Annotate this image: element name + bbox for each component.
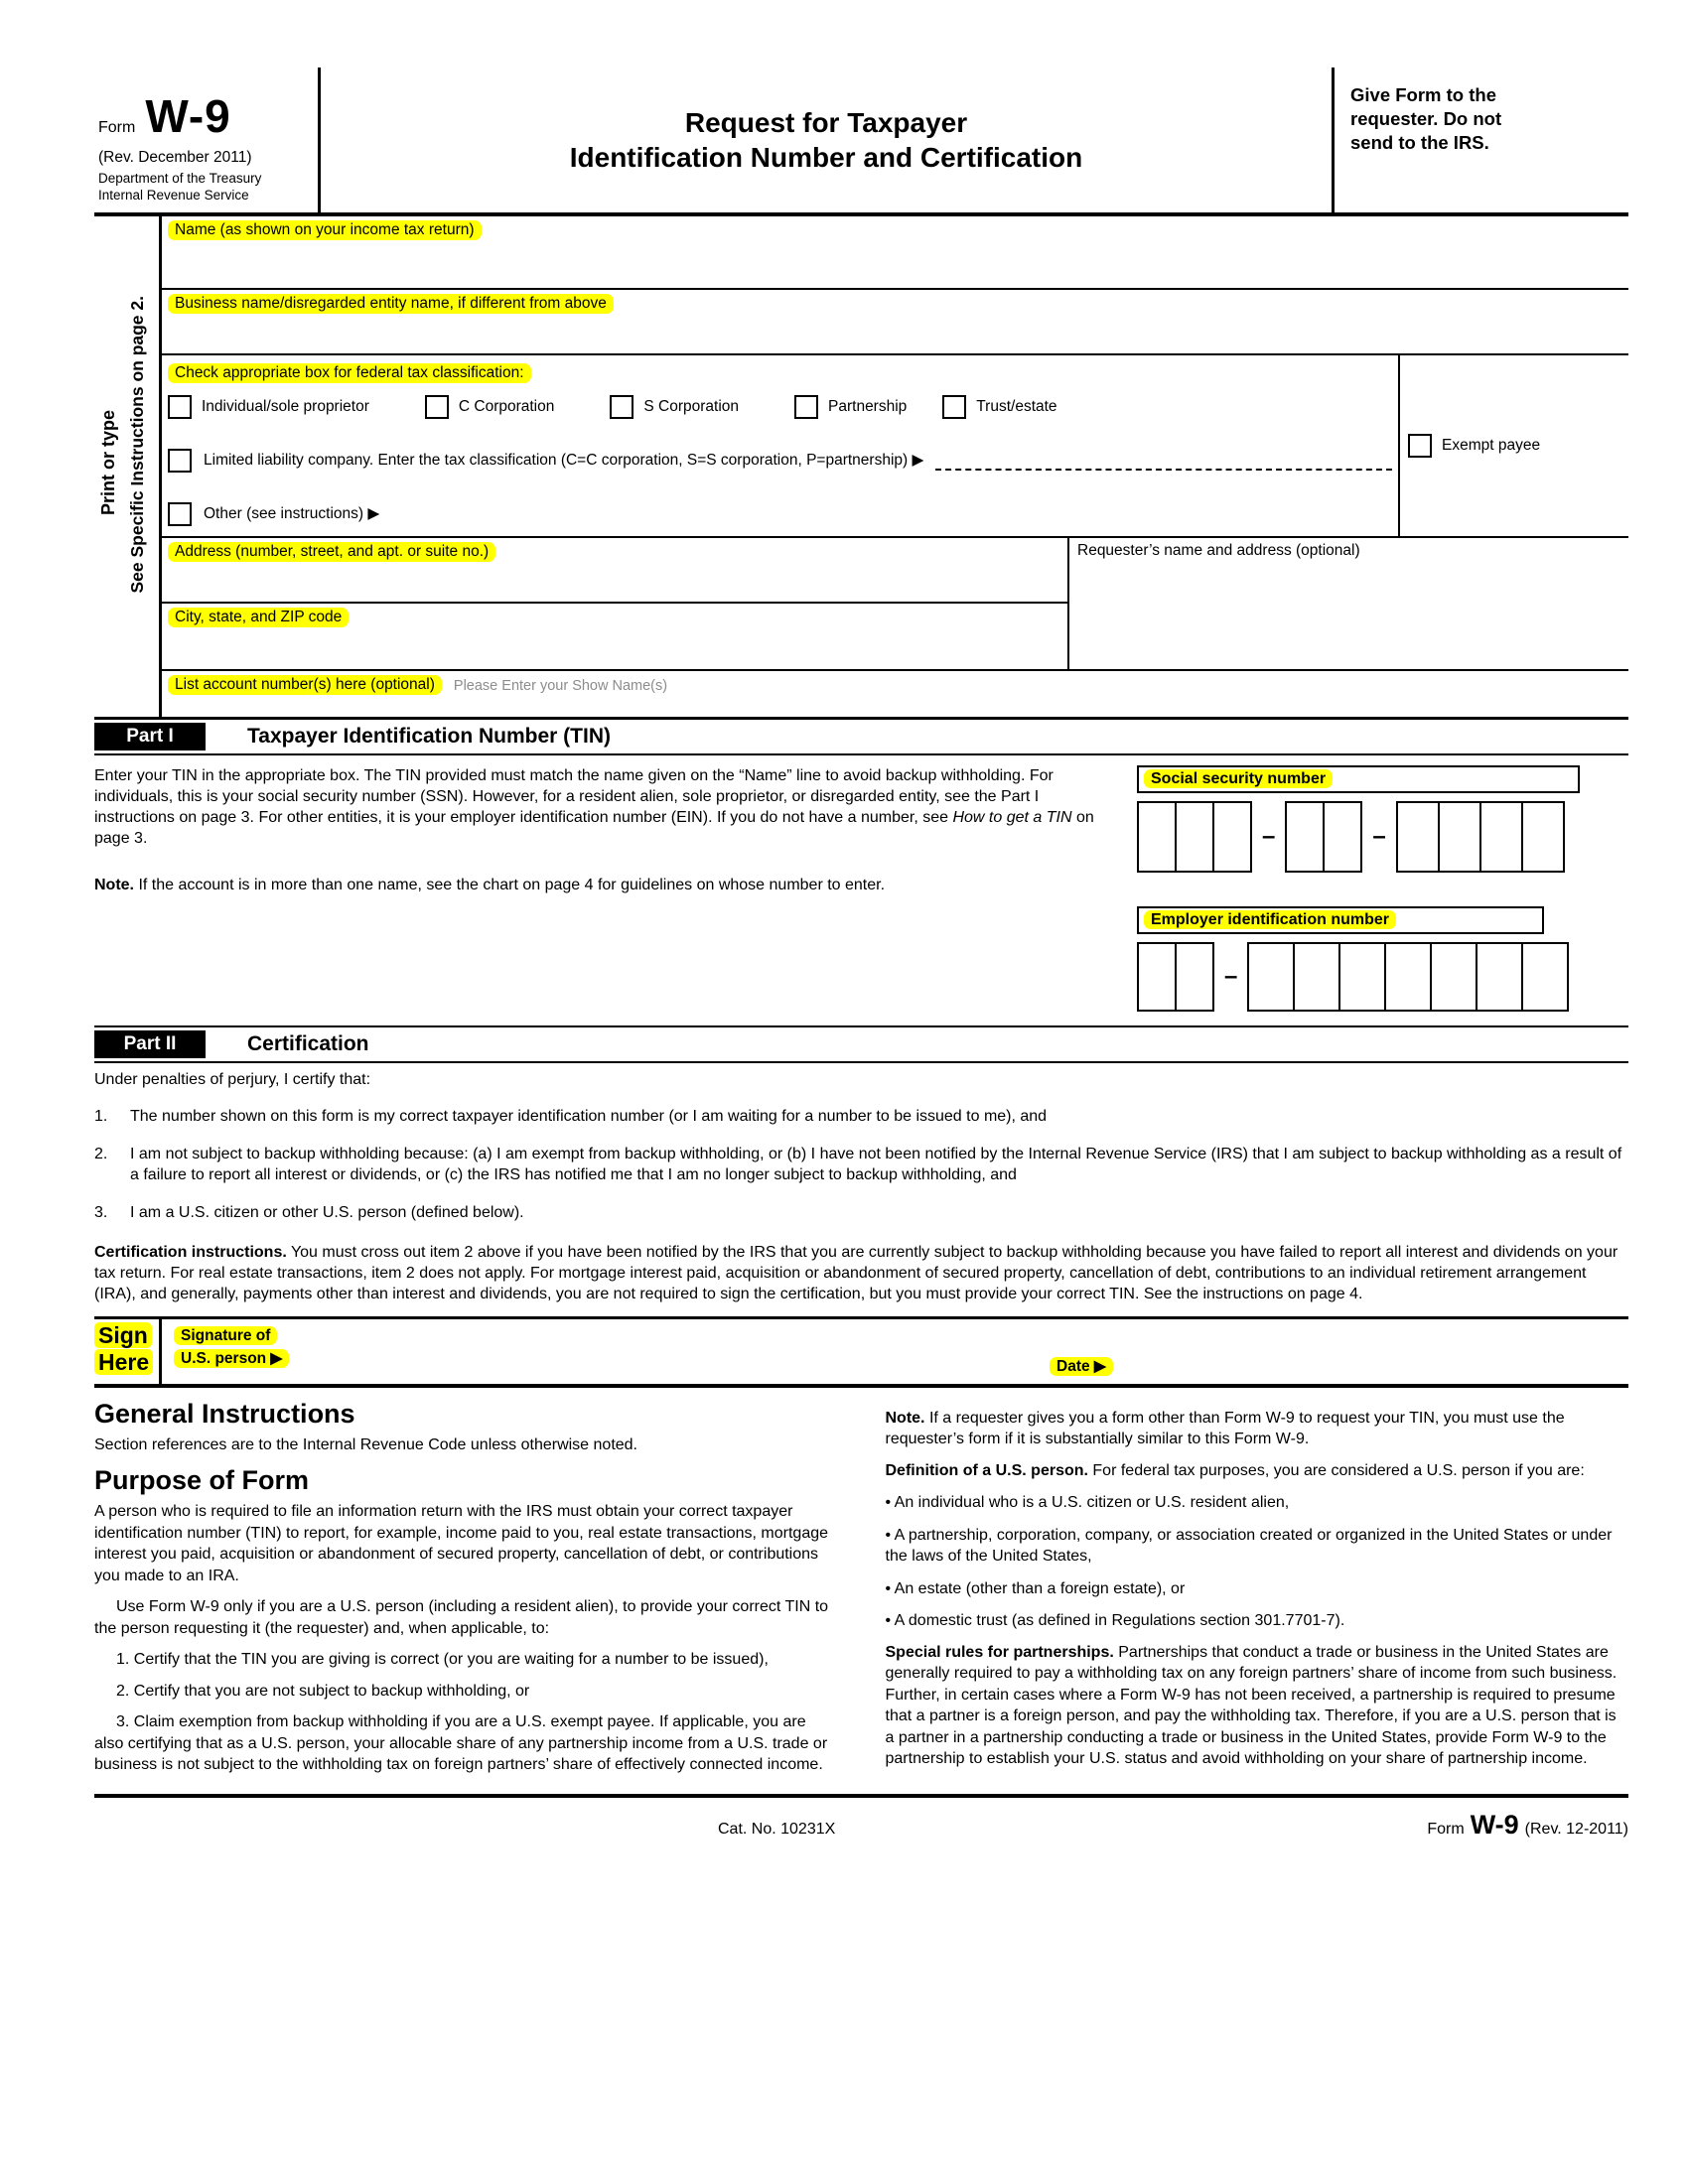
sign-here-label (94, 1319, 159, 1384)
footer-form-word: Form (1427, 1820, 1465, 1838)
instructions-right-column (886, 1400, 1629, 1776)
footer-form-number: W-9 (1470, 1809, 1519, 1840)
city-input[interactable] (162, 627, 1067, 669)
sign-row (94, 1316, 1628, 1388)
address-row (162, 538, 1067, 604)
name-input[interactable] (162, 240, 1628, 288)
ssn-cell[interactable] (1212, 801, 1252, 873)
certify-item-1 (94, 1106, 1628, 1127)
section-references: Section references are to the Internal Revenue Code unless otherwise noted. (94, 1436, 637, 1454)
footer-revision: (Rev. 12-2011) (1524, 1820, 1628, 1838)
name-label: Name (as shown on your income tax return) (168, 220, 482, 240)
checkbox-individual[interactable] (168, 395, 192, 419)
ein-label-box (1137, 906, 1544, 934)
us-person-bullet-1: • An individual who is a U.S. citizen or U.S. resident alien, (885, 1494, 1290, 1512)
give-form-line3: send to the IRS. (1350, 132, 1489, 154)
other-label: Other (see instructions) ▶ (204, 505, 380, 523)
purpose-item-3: 3. Claim exemption from backup withholding if you are a U.S. exempt payee. If applicable, you are also certifying that as a U.S. person, your allocable share of any partnership income from a U.S. trade or business is not subject to the withholding tax on foreign partners’ share of effectively connected income. (94, 1713, 828, 1774)
part1-bar (94, 720, 1628, 755)
form-id-block (94, 68, 321, 212)
ein-cell[interactable] (1137, 942, 1177, 1012)
ein-cells (1137, 942, 1628, 1012)
general-instructions-title: General Instructions (94, 1398, 355, 1429)
ssn-dash-1: – (1262, 822, 1276, 850)
tax-class-label-trust-estate: Trust/estate (976, 397, 1057, 415)
certification-instructions-text: You must cross out item 2 above if you have been notified by the IRS that you are currently subject to backup withholding because you have failed to report all interest and dividends on your tax return. For real estate transactions, item 2 does not apply. For mortgage interest paid, acquisition or abandonment of secured property, cancellation of debt, contributions to an individual retirement arrangement (IRA), and generally, payments other than interest and dividends, you are not required to sign the certification, but you must provide your correct TIN. See the instructions on page 4. (94, 1243, 1618, 1302)
ein-cell[interactable] (1338, 942, 1386, 1012)
purpose-item-2: 2. Certify that you are not subject to backup withholding, or (116, 1682, 530, 1700)
see-instructions-label: See Specific Instructions on page 2. (127, 295, 147, 594)
sign-here-line1: Sign (94, 1322, 152, 1348)
fields-area (159, 216, 1628, 717)
llc-row (168, 449, 1398, 473)
treasury-label: Department of the Treasury (98, 171, 262, 186)
business-name-row (162, 290, 1628, 355)
requester-note-text: If a requester gives you a form other than Form W-9 to request your TIN, you must use the requester’s form if it is substantially similar to this Form W-9. (885, 1409, 1565, 1448)
account-row (162, 671, 1628, 717)
tin-paragraph-italic: How to get a TIN (952, 808, 1072, 826)
date-label: Date ▶ (1050, 1357, 1113, 1376)
llc-classification-input[interactable] (935, 451, 1392, 471)
part1-title: Taxpayer Identification Number (TIN) (247, 724, 611, 748)
name-row (162, 216, 1628, 290)
checkbox-exempt-payee[interactable] (1408, 434, 1432, 458)
general-instructions (94, 1400, 1628, 1776)
purpose-of-form-title: Purpose of Form (94, 1464, 310, 1495)
form-word: Form (98, 119, 136, 136)
certify-item-1-num: 1. (94, 1107, 108, 1125)
signature-label (174, 1327, 289, 1380)
purpose-item-1: 1. Certify that the TIN you are giving is correct (or you are waiting for a number to be issued), (116, 1651, 769, 1669)
signature-label-line1: Signature of (174, 1326, 277, 1345)
us-person-bullet-3: • An estate (other than a foreign estate), or (885, 1579, 1186, 1597)
definition-bold: Definition of a U.S. person. (885, 1461, 1088, 1479)
form-content (94, 68, 1628, 1841)
city-label: City, state, and ZIP code (168, 608, 349, 627)
tin-paragraph (94, 765, 1113, 849)
footer-form-id (1427, 1810, 1628, 1841)
ein-cell[interactable] (1430, 942, 1477, 1012)
ssn-group-1 (1137, 801, 1252, 873)
address-grid (162, 538, 1628, 671)
certify-item-2-num: 2. (94, 1145, 108, 1162)
purpose-paragraph-1: A person who is required to file an information return with the IRS must obtain your correct taxpayer identification number (TIN) to report, for example, income paid to you, real estate transactions, mortgage interest you paid, acquisition or abandonment of secured property, cancellation of debt, or contributions you made to an IRA. (94, 1503, 829, 1584)
ssn-cell[interactable] (1521, 801, 1565, 873)
give-form-line1: Give Form to the (1350, 84, 1496, 105)
tax-classification-block (162, 355, 1628, 538)
ein-group-2 (1247, 942, 1569, 1012)
tax-class-individual (168, 395, 369, 419)
tax-class-s-corp (610, 395, 739, 419)
tax-class-trust-estate (942, 395, 1056, 419)
checkbox-llc[interactable] (168, 449, 192, 473)
ssn-cell[interactable] (1285, 801, 1325, 873)
part1-box: Part I (94, 723, 206, 751)
tin-note (94, 875, 1113, 895)
ein-label: Employer identification number (1144, 910, 1396, 929)
ssn-dash-2: – (1372, 822, 1386, 850)
part1-text-column (94, 765, 1137, 1012)
date-input[interactable] (1137, 1348, 1618, 1378)
special-rules-text: Partnerships that conduct a trade or business in the United States are generally required to pay a withholding tax on any foreign partners’ share of income from such business. Further, in certain cases where a Form W-9 has not been received, a partnership is required to presume that a partner is a foreign person, and pay the withholding tax. Therefore, if you are a U.S. person that is a partner in a partnership conducting a trade or business in the United States, provide Form W-9 to the partnership to establish your U.S. status and avoid withholding on your share of partnership income. (885, 1643, 1618, 1768)
ein-cell[interactable] (1521, 942, 1569, 1012)
certify-item-1-text: The number shown on this form is my correct taxpayer identification number (or I am waiting for a number to be issued to me), and (130, 1107, 1048, 1125)
ein-cell[interactable] (1476, 942, 1523, 1012)
sidebar (94, 216, 159, 717)
part1-body (94, 755, 1628, 1025)
account-hint: Please Enter your Show Name(s) (453, 677, 668, 694)
business-name-label: Business name/disregarded entity name, if different from above (168, 294, 614, 314)
ein-cell[interactable] (1175, 942, 1214, 1012)
ssn-cell[interactable] (1438, 801, 1481, 873)
special-rules-bold: Special rules for partnerships. (885, 1643, 1114, 1661)
exempt-payee-label: Exempt payee (1442, 436, 1541, 454)
form-title-line1: Request for Taxpayer (684, 106, 968, 138)
checkbox-trust-estate[interactable] (942, 395, 966, 419)
signature-label-line2: U.S. person ▶ (174, 1349, 289, 1368)
tax-class-label-s-corp: S Corporation (643, 397, 740, 415)
form-title-line2: Identification Number and Certification (569, 141, 1083, 173)
requester-note-bold: Note. (885, 1409, 925, 1427)
requester-cell (1067, 538, 1628, 669)
checkbox-c-corporation[interactable] (425, 395, 449, 419)
us-person-bullet-4: • A domestic trust (as defined in Regulations section 301.7701-7). (885, 1612, 1345, 1630)
tin-paragraph-main: Enter your TIN in the appropriate box. The TIN provided must match the name given on the “Name” line to avoid backup withholding. For individuals, this is your social security number (SSN). However, for a resident alien, sole proprietor, or disregarded entity, see the Part I instructions on page 3. For other entities, it is your employer identification number (EIN). If you do not have a number, see (94, 766, 1054, 826)
certify-item-3 (94, 1202, 1628, 1223)
checkbox-other[interactable] (168, 502, 192, 526)
ssn-group-2 (1285, 801, 1362, 873)
ssn-cell[interactable] (1479, 801, 1523, 873)
irs-label: Internal Revenue Service (98, 187, 249, 203)
definition-us-person (886, 1460, 1629, 1482)
requester-note (886, 1408, 1629, 1450)
special-rules-partnerships (886, 1642, 1629, 1770)
tax-class-checkbox-row (168, 395, 1398, 419)
address-column (162, 538, 1067, 669)
certify-item-3-text: I am a U.S. citizen or other U.S. person (defined below). (130, 1203, 524, 1221)
ssn-cells (1137, 801, 1628, 873)
ssn-cell[interactable] (1137, 801, 1177, 873)
footer-rule (94, 1794, 1628, 1798)
revision-date: (Rev. December 2011) (98, 149, 252, 166)
tax-class-label-c-corp: C Corporation (458, 397, 555, 415)
classification-label: Check appropriate box for federal tax classification: (168, 363, 531, 383)
tax-classification-left (162, 355, 1398, 536)
tin-note-text: If the account is in more than one name, see the chart on page 4 for guidelines on whose number to enter. (134, 876, 886, 893)
other-row (168, 502, 1398, 526)
fields-table (94, 216, 1628, 720)
ein-cell[interactable] (1247, 942, 1295, 1012)
llc-label: Limited liability company. Enter the tax classification (C=C corporation, S=S corporation, P=partnership) ▶ (204, 452, 924, 470)
checkbox-s-corporation[interactable] (610, 395, 633, 419)
ein-cell[interactable] (1384, 942, 1432, 1012)
sign-here-line2: Here (94, 1349, 153, 1375)
form-title (321, 68, 1335, 212)
exempt-payee-cell (1398, 355, 1628, 536)
tin-boxes-column (1137, 765, 1628, 1012)
catalog-number: Cat. No. 10231X (718, 1820, 836, 1838)
form-number: W-9 (145, 90, 231, 142)
ein-cell[interactable] (1293, 942, 1340, 1012)
certify-item-3-num: 3. (94, 1203, 108, 1221)
certify-intro: Under penalties of perjury, I certify that: (94, 1070, 371, 1088)
give-form-line2: requester. Do not (1350, 108, 1502, 130)
part2-bar (94, 1025, 1628, 1063)
part2-body (94, 1071, 1628, 1304)
certify-item-2 (94, 1144, 1628, 1185)
certification-instructions-bold: Certification instructions. (94, 1243, 287, 1261)
certify-item-2-text: I am not subject to backup withholding because: (a) I am exempt from backup withholding, or (b) I have not been notified by the Internal Revenue Service (IRS) that I am subject to backup withholding as a result of a failure to report all interest or dividends, or (c) the IRS has notified me that I am no longer subject to backup withholding, and (130, 1145, 1622, 1183)
address-input[interactable] (162, 562, 1067, 602)
part2-title: Certification (247, 1031, 369, 1055)
ssn-cell[interactable] (1396, 801, 1440, 873)
account-label: List account number(s) here (optional) (168, 675, 442, 695)
ein-dash: – (1224, 962, 1238, 990)
ein-block (1137, 906, 1628, 1012)
business-name-input[interactable] (162, 314, 1628, 353)
address-label: Address (number, street, and apt. or suite no.) (168, 542, 495, 562)
ein-group-1 (1137, 942, 1214, 1012)
requester-input[interactable] (1069, 560, 1628, 669)
ssn-label: Social security number (1144, 769, 1333, 788)
tax-class-c-corp (425, 395, 555, 419)
purpose-paragraph-2: Use Form W-9 only if you are a U.S. person (including a resident alien), to provide your correct TIN to the person requesting it (the requester) and, when applicable, to: (94, 1598, 829, 1637)
give-form-note (1335, 68, 1628, 212)
instructions-left-column (94, 1400, 838, 1776)
tax-class-label-partnership: Partnership (828, 397, 908, 415)
ssn-cell[interactable] (1175, 801, 1214, 873)
tax-class-partnership (794, 395, 907, 419)
certification-instructions (94, 1242, 1628, 1304)
ssn-label-box (1137, 765, 1580, 793)
us-person-bullet-2: • A partnership, corporation, company, or association created or organized in the United States or under the laws of the United States, (885, 1526, 1613, 1566)
requester-label: Requester’s name and address (optional) (1077, 541, 1360, 559)
print-or-type-label: Print or type (98, 409, 118, 515)
checkbox-partnership[interactable] (794, 395, 818, 419)
ssn-block (1137, 765, 1628, 873)
ssn-group-3 (1396, 801, 1565, 873)
ssn-cell[interactable] (1323, 801, 1362, 873)
definition-text: For federal tax purposes, you are considered a U.S. person if you are: (1087, 1461, 1585, 1479)
city-row (162, 604, 1067, 669)
tax-class-label-individual: Individual/sole proprietor (202, 397, 369, 415)
footer (94, 1810, 1628, 1841)
tin-note-bold: Note. (94, 876, 134, 893)
form-header (94, 68, 1628, 216)
part2-box: Part II (94, 1030, 206, 1058)
tin-paragraph-end: on page 3. (94, 808, 1094, 847)
